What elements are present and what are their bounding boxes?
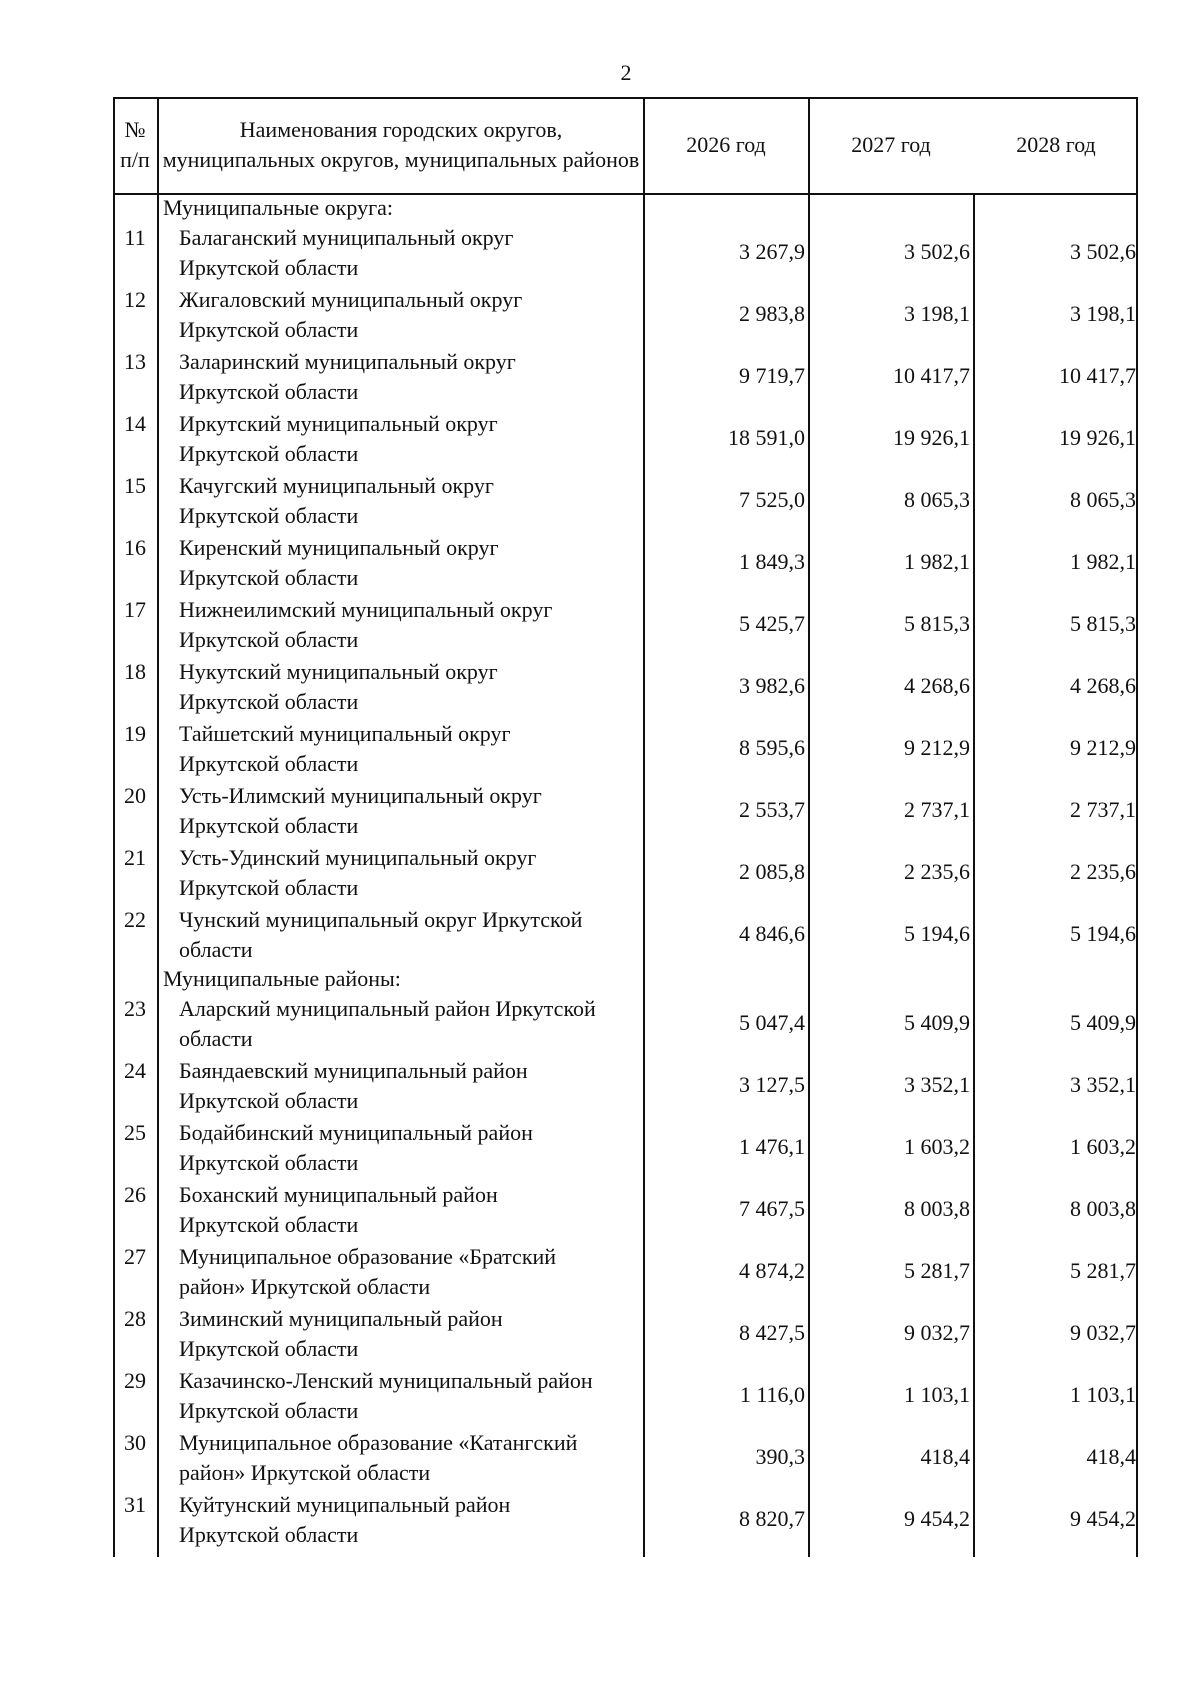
row-number: 11 [124, 225, 146, 250]
table-row [113, 469, 1137, 531]
row-number: 28 [124, 1306, 146, 1331]
value-2028: 10 417,7 [1059, 363, 1136, 388]
value-2027: 2 235,6 [904, 859, 970, 884]
value-2027: 3 198,1 [904, 301, 970, 326]
value-2027: 2 737,1 [904, 797, 970, 822]
row-name: Казачинско-Ленский муниципальный район Иркутской области [179, 1368, 593, 1423]
table-row [113, 717, 1137, 779]
row-name: Жигаловский муниципальный округ Иркутской области [179, 287, 523, 342]
value-2027: 4 268,6 [904, 673, 970, 698]
value-2028: 9 454,2 [1070, 1506, 1136, 1531]
value-2027: 8 003,8 [904, 1196, 970, 1221]
value-2028: 8 065,3 [1070, 487, 1136, 512]
value-2026: 3 127,5 [739, 1072, 805, 1097]
value-2026: 4 846,6 [739, 921, 805, 946]
value-2028: 1 982,1 [1070, 549, 1136, 574]
value-2028: 9 212,9 [1070, 735, 1136, 760]
row-name: Иркутский муниципальный округ Иркутской области [179, 411, 498, 466]
row-number: 14 [124, 411, 146, 436]
row-name: Баяндаевский муниципальный район Иркутской области [179, 1058, 528, 1113]
section-heading: Муниципальные районы: [163, 966, 401, 991]
table-row [113, 345, 1137, 407]
value-2026: 7 467,5 [739, 1196, 805, 1221]
value-2027: 5 281,7 [904, 1258, 970, 1283]
value-2027: 1 103,1 [904, 1382, 970, 1407]
table-row [113, 531, 1137, 593]
value-2027: 1 603,2 [904, 1134, 970, 1159]
table-row [113, 1054, 1137, 1116]
value-2027: 418,4 [920, 1444, 970, 1469]
value-2026: 3 982,6 [739, 673, 805, 698]
value-2028: 5 281,7 [1070, 1258, 1136, 1283]
table-row [113, 1178, 1137, 1240]
table-row [113, 283, 1137, 345]
table-row [113, 1426, 1137, 1488]
value-2028: 3 198,1 [1070, 301, 1136, 326]
value-2027: 9 212,9 [904, 735, 970, 760]
row-number: 16 [124, 535, 146, 560]
value-2028: 2 737,1 [1070, 797, 1136, 822]
row-number: 19 [124, 721, 146, 746]
row-name: Тайшетский муниципальный округ Иркутской области [179, 721, 511, 776]
value-2028: 1 603,2 [1070, 1134, 1136, 1159]
value-2026: 3 267,9 [739, 239, 805, 264]
value-2027: 9 454,2 [904, 1506, 970, 1531]
value-2027: 8 065,3 [904, 487, 970, 512]
row-name: Нижнеилимский муниципальный округ Иркутской области [179, 597, 553, 652]
row-number: 31 [124, 1492, 146, 1517]
row-name: Нукутский муниципальный округ Иркутской области [179, 659, 498, 714]
row-name: Усть-Удинский муниципальный округ Иркутской области [179, 845, 537, 900]
value-2028: 19 926,1 [1059, 425, 1136, 450]
row-number: 29 [124, 1368, 146, 1393]
header-num: № п/п [120, 117, 150, 172]
value-2026: 5 425,7 [739, 611, 805, 636]
table-row [113, 1116, 1137, 1178]
row-number: 25 [124, 1120, 146, 1145]
row-number: 13 [124, 349, 146, 374]
value-2026: 1 849,3 [739, 549, 805, 574]
header-name: Наименования городских округов, муниципальных округов, муниципальных районов [162, 117, 640, 172]
value-2027: 19 926,1 [893, 425, 970, 450]
table-row [113, 655, 1137, 717]
value-2028: 5 194,6 [1070, 921, 1136, 946]
value-2028: 8 003,8 [1070, 1196, 1136, 1221]
row-number: 26 [124, 1182, 146, 1207]
row-name: Муниципальное образование «Катангский район» Иркутской области [179, 1430, 578, 1485]
table-row [113, 779, 1137, 841]
value-2028: 2 235,6 [1070, 859, 1136, 884]
row-name: Боханский муниципальный район Иркутской области [179, 1182, 498, 1237]
row-number: 27 [124, 1244, 146, 1269]
value-2026: 1 116,0 [739, 1382, 805, 1407]
row-name: Качугский муниципальный округ Иркутской области [179, 473, 494, 528]
value-2027: 5 815,3 [904, 611, 970, 636]
value-2026: 8 595,6 [739, 735, 805, 760]
row-number: 17 [124, 597, 146, 622]
table-row [113, 407, 1137, 469]
row-name: Заларинский муниципальный округ Иркутской области [179, 349, 516, 404]
table-row [113, 903, 1137, 965]
value-2027: 5 409,9 [904, 1010, 970, 1035]
value-2026: 1 476,1 [739, 1134, 805, 1159]
table-row [113, 1364, 1137, 1426]
value-2028: 5 815,3 [1070, 611, 1136, 636]
value-2026: 18 591,0 [728, 425, 805, 450]
page-number: 2 [620, 60, 632, 85]
value-2028: 3 502,6 [1070, 239, 1136, 264]
row-number: 20 [124, 783, 146, 808]
row-number: 12 [124, 287, 146, 312]
row-name: Аларский муниципальный район Иркутской области [179, 996, 596, 1051]
row-number: 30 [124, 1430, 146, 1455]
table-row [113, 221, 1137, 283]
value-2026: 2 553,7 [739, 797, 805, 822]
header-2028: 2028 год [1016, 132, 1096, 157]
value-2026: 7 525,0 [739, 487, 805, 512]
value-2026: 8 427,5 [739, 1320, 805, 1345]
value-2026: 390,3 [755, 1444, 805, 1469]
table-row [113, 992, 1137, 1054]
table-row [113, 1240, 1137, 1302]
value-2027: 9 032,7 [904, 1320, 970, 1345]
row-name: Зиминский муниципальный район Иркутской области [179, 1306, 503, 1361]
table-row [113, 1302, 1137, 1364]
row-number: 18 [124, 659, 146, 684]
value-2028: 4 268,6 [1070, 673, 1136, 698]
row-name: Усть-Илимский муниципальный округ Иркутской области [179, 783, 542, 838]
budget-table [113, 97, 1137, 1557]
value-2028: 1 103,1 [1070, 1382, 1136, 1407]
section-heading: Муниципальные округа: [163, 195, 393, 220]
table-header [113, 97, 1137, 193]
value-2026: 2 983,8 [739, 301, 805, 326]
row-number: 24 [124, 1058, 146, 1083]
value-2026: 4 874,2 [739, 1258, 805, 1283]
table-row [113, 841, 1137, 903]
row-number: 23 [124, 996, 146, 1021]
table-row [113, 1488, 1137, 1550]
row-number: 22 [124, 907, 146, 932]
row-name: Куйтунский муниципальный район Иркутской области [179, 1492, 511, 1547]
value-2027: 3 352,1 [904, 1072, 970, 1097]
row-number: 15 [124, 473, 146, 498]
value-2027: 3 502,6 [904, 239, 970, 264]
table-body [113, 194, 1137, 1550]
value-2026: 9 719,7 [739, 363, 805, 388]
value-2027: 5 194,6 [904, 921, 970, 946]
table-row [113, 593, 1137, 655]
value-2028: 3 352,1 [1070, 1072, 1136, 1097]
value-2028: 5 409,9 [1070, 1010, 1136, 1035]
value-2027: 10 417,7 [893, 363, 970, 388]
value-2028: 9 032,7 [1070, 1320, 1136, 1345]
value-2028: 418,4 [1086, 1444, 1136, 1469]
row-name: Киренский муниципальный округ Иркутской области [179, 535, 499, 590]
row-name: Бодайбинский муниципальный район Иркутской области [179, 1120, 533, 1175]
header-2027: 2027 год [851, 132, 931, 157]
row-name: Балаганский муниципальный округ Иркутской области [179, 225, 514, 280]
value-2027: 1 982,1 [904, 549, 970, 574]
row-name: Чунский муниципальный округ Иркутской области [179, 907, 583, 962]
row-number: 21 [124, 845, 146, 870]
value-2026: 2 085,8 [739, 859, 805, 884]
header-2026: 2026 год [686, 132, 766, 157]
row-name: Муниципальное образование «Братский район» Иркутской области [179, 1244, 557, 1299]
value-2026: 5 047,4 [739, 1010, 805, 1035]
value-2026: 8 820,7 [739, 1506, 805, 1531]
